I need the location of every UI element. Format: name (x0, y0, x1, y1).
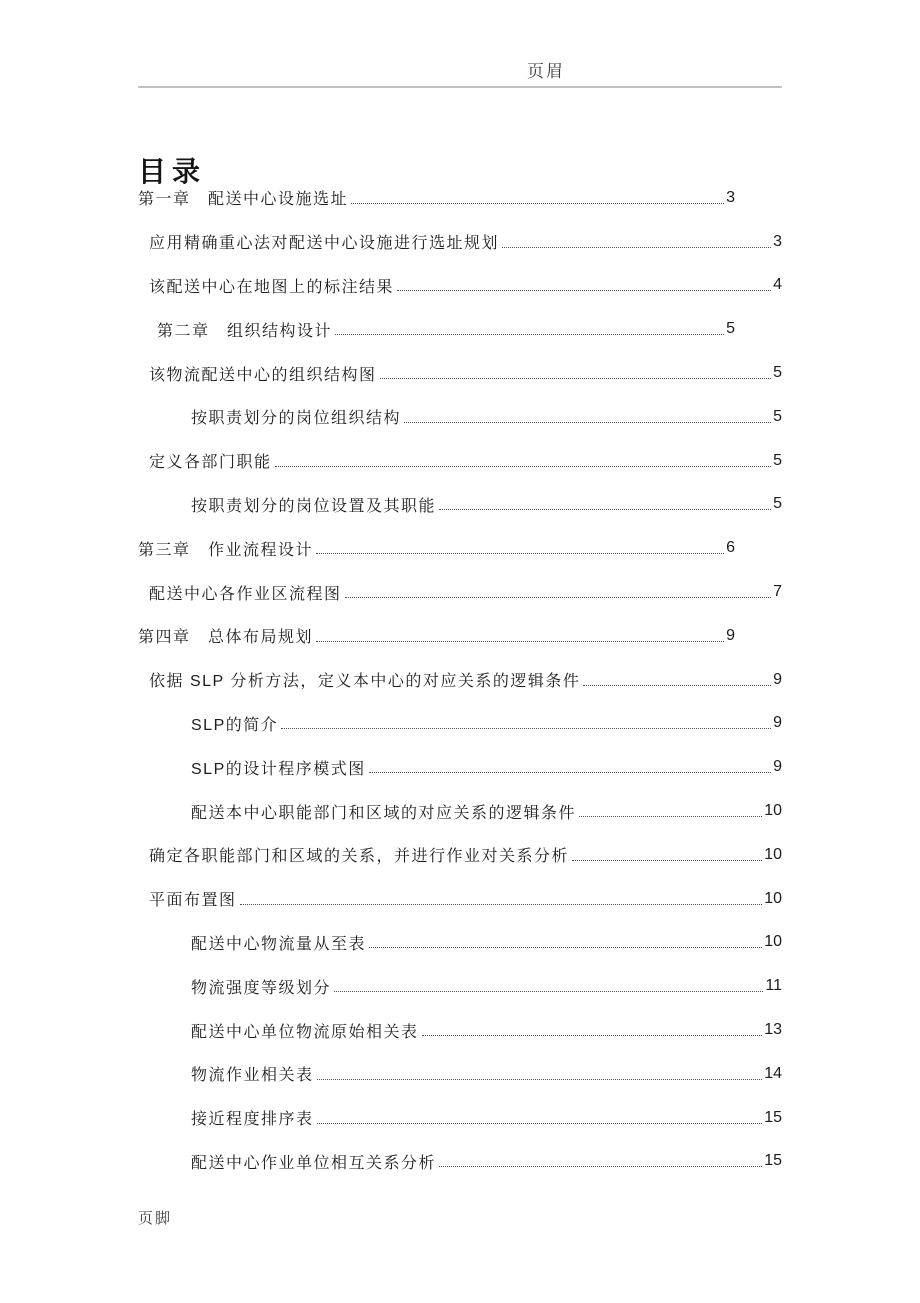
toc-entry-label: 第四章 总体布局规划 (138, 629, 314, 647)
toc-dot-leader (335, 334, 724, 335)
toc-page-number: 4 (773, 276, 782, 294)
toc-entry-label: 配送中心各作业区流程图 (149, 585, 342, 603)
toc-entry-label: 平面布置图 (149, 892, 237, 910)
toc-page-number: 5 (773, 407, 782, 425)
toc-dot-leader (502, 247, 771, 248)
toc-page-number: 10 (764, 845, 782, 863)
toc-dot-leader (572, 860, 762, 861)
toc-entry[interactable] (138, 702, 782, 746)
toc-entry-label: 配送中心单位物流原始相关表 (191, 1023, 419, 1041)
toc-dot-leader (380, 378, 772, 379)
toc-entry[interactable] (138, 570, 782, 614)
toc-page-number: 3 (773, 232, 782, 250)
toc-dot-leader (369, 772, 771, 773)
toc-entry-label: SLP的简介 (191, 716, 279, 734)
toc-dot-leader (422, 1035, 763, 1036)
toc-entry-label: 物流作业相关表 (191, 1067, 314, 1085)
toc-entry-label: 应用精确重心法对配送中心设施进行选址规划 (149, 235, 500, 253)
toc-page-number: 10 (764, 933, 782, 951)
toc-dot-leader (439, 1166, 762, 1167)
toc-entry[interactable] (138, 833, 782, 877)
toc-entry[interactable] (138, 264, 782, 308)
toc-dot-leader (579, 816, 762, 817)
toc-dot-leader (317, 1079, 763, 1080)
toc-page-number: 5 (773, 451, 782, 469)
toc-entry[interactable] (138, 614, 782, 658)
toc-entry[interactable] (138, 220, 782, 264)
toc-dot-leader (439, 509, 771, 510)
toc-entry-label: 物流强度等级划分 (191, 979, 332, 997)
toc-page-number: 10 (764, 802, 782, 820)
page-header-text: 页眉 (527, 62, 565, 81)
toc-entry[interactable] (138, 176, 782, 220)
toc-entry[interactable] (138, 789, 782, 833)
toc-entry[interactable] (138, 745, 782, 789)
toc-entry-label: 第三章 作业流程设计 (138, 541, 314, 559)
toc-page-number: 15 (764, 1152, 782, 1170)
toc-page-number: 9 (773, 714, 782, 732)
toc-page-number: 7 (773, 583, 782, 601)
toc-page-number: 5 (773, 364, 782, 382)
toc-dot-leader (334, 991, 763, 992)
toc-page-number: 11 (765, 977, 782, 995)
toc-entry-label: 按职责划分的岗位设置及其职能 (191, 497, 437, 515)
toc-page-number: 3 (726, 188, 735, 206)
toc-entry-label: 接近程度排序表 (191, 1111, 314, 1129)
toc-entry[interactable] (138, 1140, 782, 1184)
toc-dot-leader (369, 947, 762, 948)
toc-page-number: 9 (773, 758, 782, 776)
toc-entry[interactable] (138, 307, 782, 351)
page-footer-text: 页脚 (138, 1210, 173, 1227)
toc-page-number: 15 (764, 1108, 782, 1126)
toc-page-number: 14 (764, 1064, 782, 1082)
toc-entry[interactable] (138, 483, 782, 527)
toc-entry-label: 确定各职能部门和区域的关系，并进行作业对关系分析 (149, 848, 570, 866)
toc-page-number: 5 (726, 320, 735, 338)
toc-dot-leader (281, 728, 771, 729)
toc-entry-label: 依据 SLP 分析方法，定义本中心的对应关系的逻辑条件 (149, 673, 581, 691)
toc-dot-leader (583, 685, 771, 686)
toc-entry-label: 第一章 配送中心设施选址 (138, 191, 349, 209)
toc-entry-label: SLP的设计程序模式图 (191, 760, 366, 778)
toc-entry[interactable] (138, 351, 782, 395)
toc-entry[interactable] (138, 1052, 782, 1096)
toc-entry-label: 按职责划分的岗位组织结构 (191, 410, 402, 428)
toc-page-number: 5 (773, 495, 782, 513)
toc-dot-leader (397, 290, 771, 291)
toc-dot-leader (345, 597, 772, 598)
header-rule (138, 86, 782, 88)
toc-entry[interactable] (138, 526, 782, 570)
toc-entry-label: 配送中心作业单位相互关系分析 (191, 1154, 437, 1172)
toc-dot-leader (240, 904, 763, 905)
toc-entry[interactable] (138, 877, 782, 921)
toc-page-number: 6 (726, 539, 735, 557)
toc-entry[interactable] (138, 658, 782, 702)
toc-entry-label: 该物流配送中心的组织结构图 (149, 366, 377, 384)
toc-entry-label: 第二章 组织结构设计 (157, 322, 333, 340)
page-title: 目录 (138, 155, 207, 187)
toc-entry[interactable] (138, 964, 782, 1008)
toc-entry[interactable] (138, 1008, 782, 1052)
table-of-contents (138, 176, 782, 1183)
toc-dot-leader (351, 203, 724, 204)
toc-page-number: 13 (764, 1021, 782, 1039)
toc-page-number: 9 (726, 626, 735, 644)
toc-page-number: 9 (773, 670, 782, 688)
toc-entry[interactable] (138, 395, 782, 439)
toc-entry[interactable] (138, 439, 782, 483)
toc-entry-label: 配送本中心职能部门和区域的对应关系的逻辑条件 (191, 804, 577, 822)
toc-entry-label: 该配送中心在地图上的标注结果 (149, 278, 395, 296)
toc-dot-leader (316, 553, 724, 554)
toc-entry[interactable] (138, 1096, 782, 1140)
toc-dot-leader (317, 1123, 763, 1124)
toc-entry-label: 配送中心物流量从至表 (191, 935, 367, 953)
toc-page-number: 10 (764, 889, 782, 907)
toc-dot-leader (404, 422, 771, 423)
toc-entry[interactable] (138, 921, 782, 965)
toc-dot-leader (275, 466, 772, 467)
toc-entry-label: 定义各部门职能 (149, 454, 272, 472)
toc-dot-leader (316, 641, 724, 642)
